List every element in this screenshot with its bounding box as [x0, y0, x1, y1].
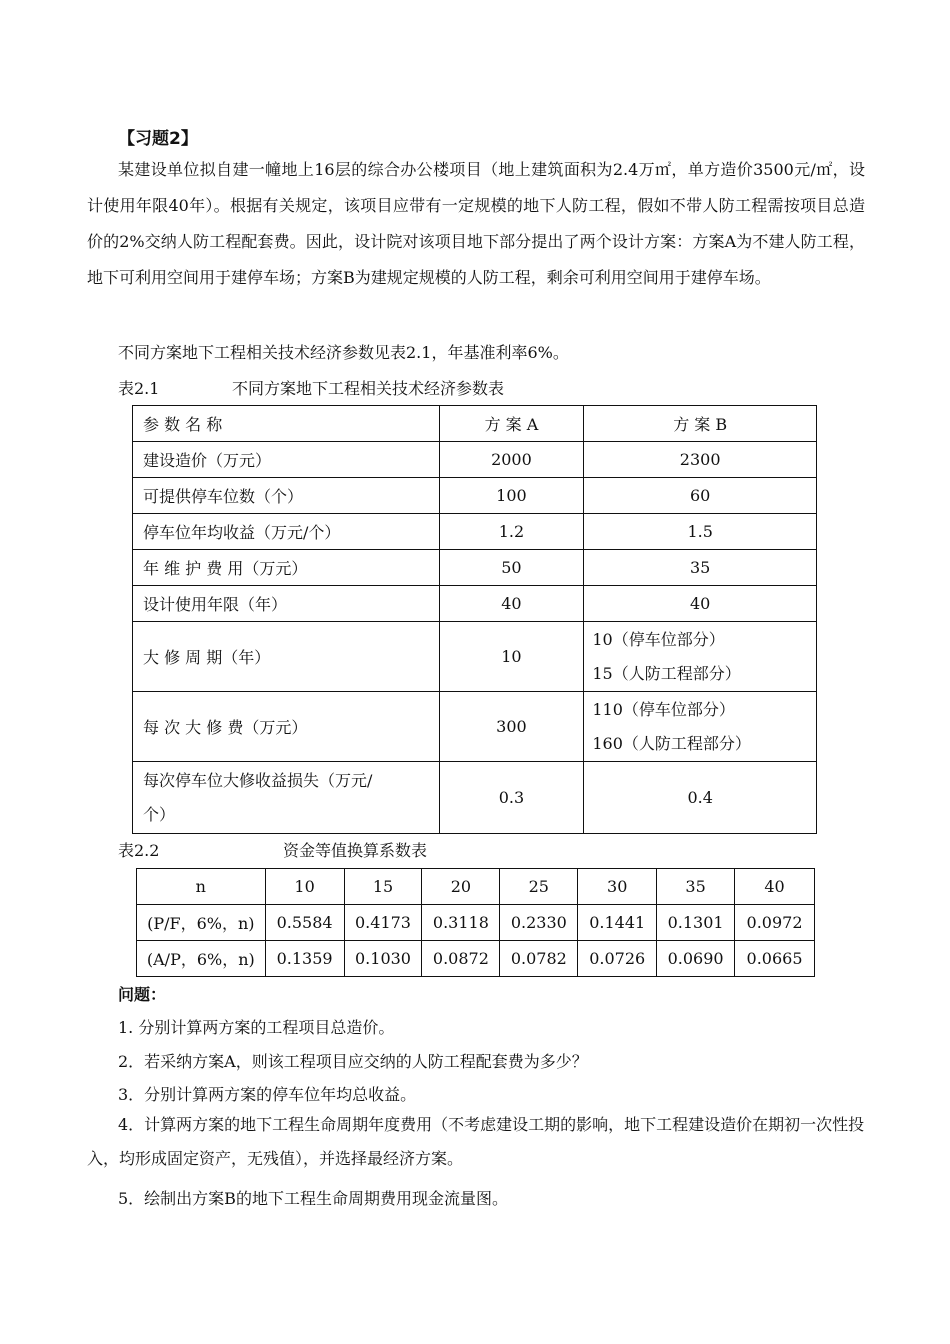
- table-cell: 0.1359: [265, 941, 344, 977]
- question-item: 2．若采纳方案A，则该工程项目应交纳的人防工程配套费为多少？: [118, 1052, 588, 1071]
- header-cell: 20: [422, 869, 500, 905]
- row-label: 可提供停车位数（个）: [133, 478, 440, 514]
- row-label: 年 维 护 费 用（万元）: [133, 550, 440, 586]
- table-cell: 0.5584: [265, 905, 344, 941]
- value-a: 50: [439, 550, 584, 586]
- problem-paragraph: 某建设单位拟自建一幢地上16层的综合办公楼项目（地上建筑面积为2.4万㎡，单方造价3500元/㎡，设计使用年限40年）。根据有关规定，该项目应带有一定规模的地下人防工程，假如不带人防工程需按项目总造价的2%交纳人防工程配套费。因此，设计院对该项目地下部分提出了两个设计方案：方案A为不建人防工程，地下可利用空间用于建停车场；方案B为建规定规模的人防工程，剩余可利用空间用于建停车场。: [87, 160, 865, 287]
- table-cell: 0.0972: [735, 905, 815, 941]
- value-b-line: 10（停车位部分）: [592, 629, 725, 649]
- value-b: 60: [584, 478, 817, 514]
- table2-title: 资金等值换算系数表: [283, 841, 428, 860]
- table-cell: 0.0726: [578, 941, 657, 977]
- table-header-row: [133, 406, 817, 442]
- table-row: [133, 762, 817, 834]
- table1-number: 表2.1: [118, 379, 160, 398]
- question-item: 5．绘制出方案B的地下工程生命周期费用现金流量图。: [118, 1189, 508, 1208]
- table2-number: 表2.2: [118, 841, 160, 860]
- value-b: [584, 692, 817, 762]
- question-item: 1. 分别计算两方案的工程项目总造价。: [118, 1018, 395, 1037]
- table-row: [133, 586, 817, 622]
- row-label: 大 修 周 期（年）: [133, 622, 440, 692]
- table-cell: 0.1301: [657, 905, 735, 941]
- value-b-line: 160（人防工程部分）: [592, 733, 751, 753]
- header-cell: n: [137, 869, 266, 905]
- header-cell: 方 案 A: [439, 406, 584, 442]
- row-label: 建设造价（万元）: [133, 442, 440, 478]
- header-cell: 10: [265, 869, 344, 905]
- table-cell: 0.2330: [500, 905, 578, 941]
- header-cell: 40: [735, 869, 815, 905]
- question-item: 3．分别计算两方案的停车位年均总收益。: [118, 1085, 417, 1104]
- table-cell: 0.0782: [500, 941, 578, 977]
- table1-title: 不同方案地下工程相关技术经济参数表: [232, 379, 505, 398]
- header-cell: 15: [344, 869, 422, 905]
- row-label: 每 次 大 修 费（万元）: [133, 692, 440, 762]
- table-header-row: [137, 869, 815, 905]
- exercise-heading: 【习题2】: [118, 129, 198, 149]
- table-cell: 0.1030: [344, 941, 422, 977]
- value-b-line: 110（停车位部分）: [592, 699, 735, 719]
- question-item: 4．计算两方案的地下工程生命周期年度费用（不考虑建设工期的影响，地下工程建设造价在期初一次性投入，均形成固定资产，无残值），并选择最经济方案。: [87, 1115, 865, 1168]
- row-label: 停车位年均收益（万元/个）: [133, 514, 440, 550]
- table-row: [133, 692, 817, 762]
- table-cell: 0.3118: [422, 905, 500, 941]
- header-cell: 方 案 B: [584, 406, 817, 442]
- value-a: 0.3: [439, 762, 584, 834]
- questions-heading: 问题：: [118, 985, 167, 1004]
- header-cell: 30: [578, 869, 657, 905]
- value-a: 300: [439, 692, 584, 762]
- row-label: 设计使用年限（年）: [133, 586, 440, 622]
- value-b-line: 15（人防工程部分）: [592, 663, 741, 683]
- header-cell: 35: [657, 869, 735, 905]
- table-row: [137, 941, 815, 977]
- tech-econ-parameter-table: [132, 405, 817, 834]
- table-cell: 0.0690: [657, 941, 735, 977]
- value-b: 2300: [584, 442, 817, 478]
- interest-factor-table: [136, 868, 815, 977]
- value-a: 100: [439, 478, 584, 514]
- value-a: 1.2: [439, 514, 584, 550]
- table-cell: 0.4173: [344, 905, 422, 941]
- table-row: [133, 550, 817, 586]
- value-b: 35: [584, 550, 817, 586]
- table-row: [133, 514, 817, 550]
- header-cell: 参 数 名 称: [133, 406, 440, 442]
- value-a: 40: [439, 586, 584, 622]
- table-row: [133, 622, 817, 692]
- table-cell: 0.0872: [422, 941, 500, 977]
- value-b: 1.5: [584, 514, 817, 550]
- row-label-line: 每次停车位大修收益损失（万元/: [143, 770, 373, 790]
- table-row: [133, 478, 817, 514]
- parameter-note: 不同方案地下工程相关技术经济参数见表2.1，年基准利率6%。: [118, 343, 569, 362]
- table-cell: 0.0665: [735, 941, 815, 977]
- table-cell: 0.1441: [578, 905, 657, 941]
- table-row: [133, 442, 817, 478]
- header-cell: 25: [500, 869, 578, 905]
- value-b: 0.4: [584, 762, 817, 834]
- row-label-line: 个）: [143, 804, 176, 824]
- table-cell: (P/F，6%，n): [137, 905, 266, 941]
- table-row: [137, 905, 815, 941]
- value-a: 10: [439, 622, 584, 692]
- value-b: 40: [584, 586, 817, 622]
- value-a: 2000: [439, 442, 584, 478]
- table-cell: (A/P，6%，n): [137, 941, 266, 977]
- row-label: [133, 762, 440, 834]
- value-b: [584, 622, 817, 692]
